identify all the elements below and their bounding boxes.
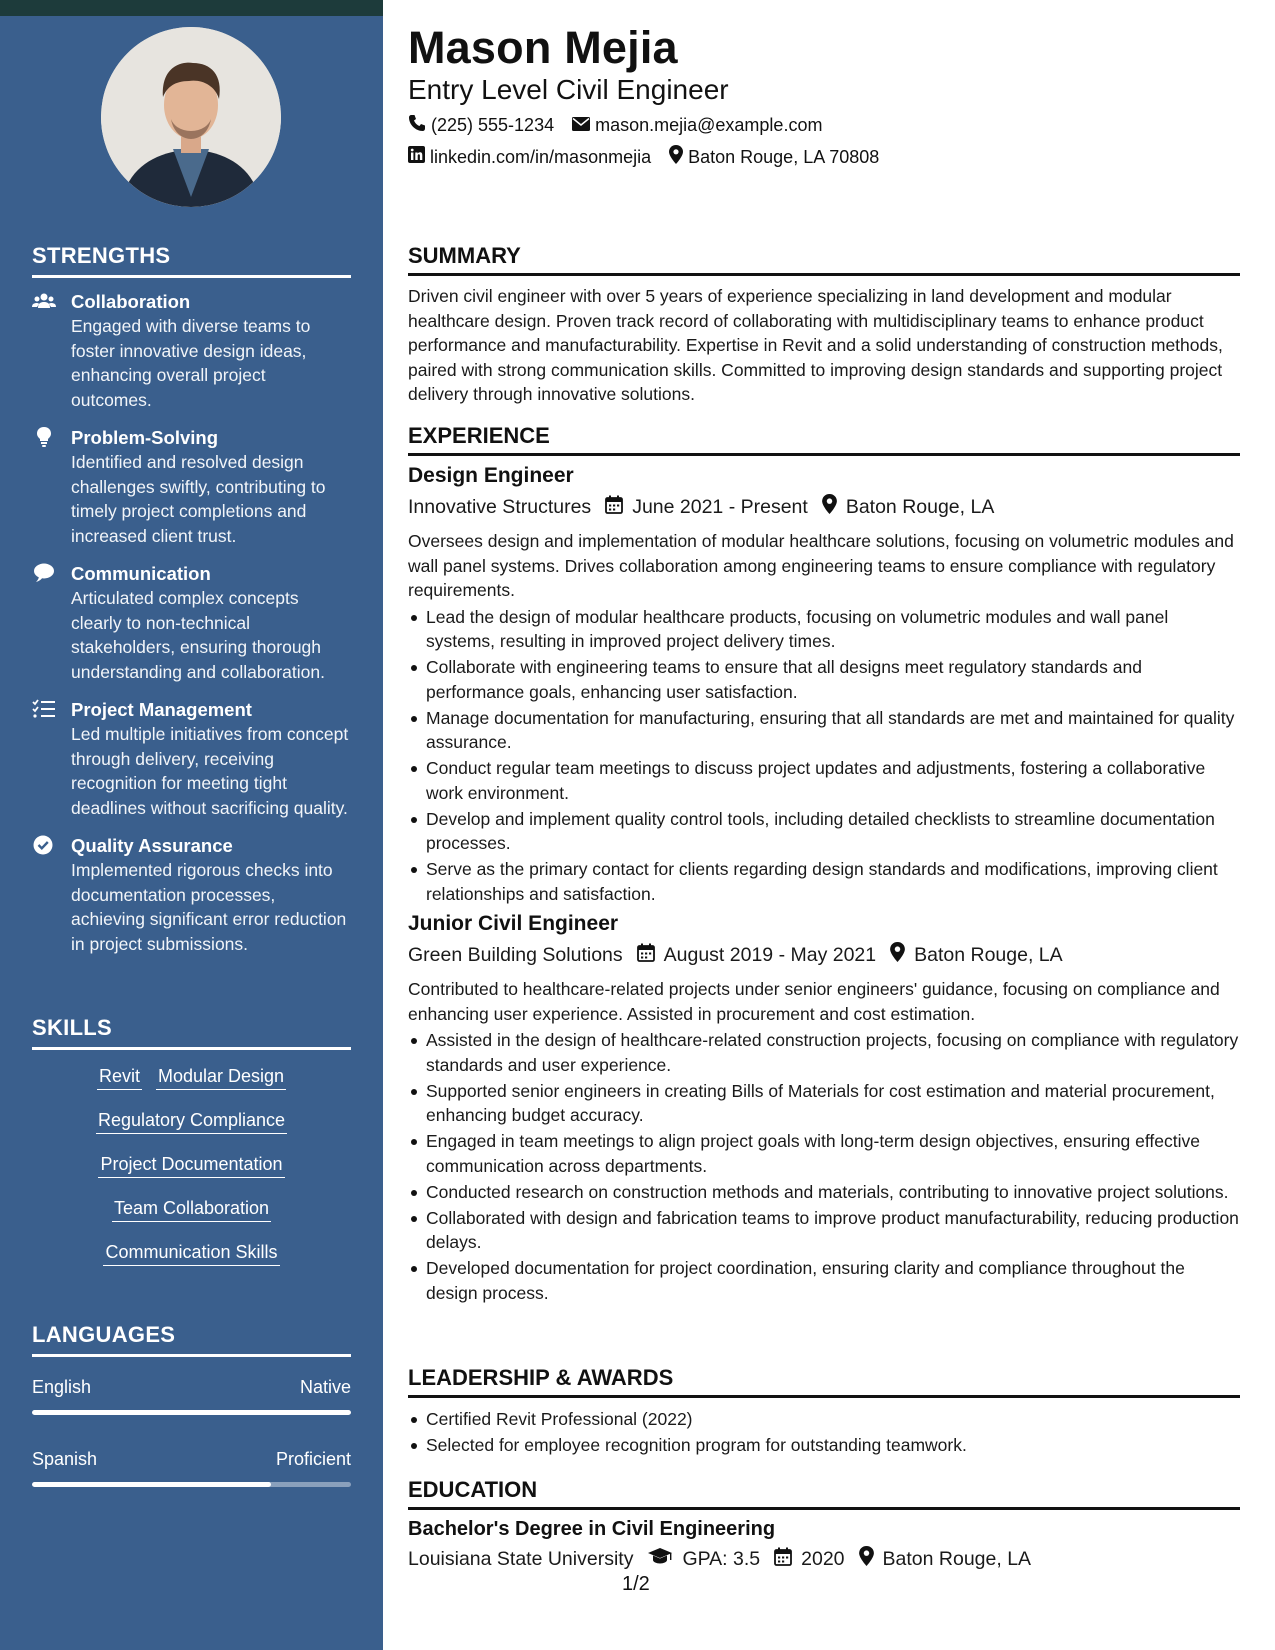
list-item: Certified Revit Professional (2022) [408, 1407, 1240, 1432]
education-year: 2020 [801, 1547, 845, 1570]
strength-title: Collaboration [71, 291, 191, 312]
list-item: Conduct regular team meetings to discuss project updates and adjustments, fostering a collaborative work environment. [408, 756, 1240, 805]
list-item: Develop and implement quality control tools, including detailed checklists to streamline documentation processes. [408, 807, 1240, 856]
education-meta [408, 1546, 1240, 1572]
job-entry [408, 912, 1240, 1305]
languages-section [32, 1322, 351, 1487]
job-bullets [408, 605, 1240, 907]
calendar-icon [774, 1547, 801, 1572]
job-location-wrap [890, 942, 1063, 968]
skills-heading: SKILLS [32, 1015, 351, 1050]
strengths-section [32, 243, 351, 956]
linkedin-contact[interactable] [408, 146, 651, 168]
skill-tag: Revit [97, 1064, 142, 1090]
language-bar-fill [32, 1482, 271, 1487]
strength-description: Engaged with diverse teams to foster innovative design ideas, enhancing overall project outcomes. [71, 316, 311, 410]
strength-item [32, 834, 351, 956]
list-item: Supported senior engineers in creating Bills of Materials for cost estimation and material procurement, enhancing budget accuracy. [408, 1079, 1240, 1128]
check-circle-icon [32, 835, 56, 855]
education-year-wrap [774, 1547, 844, 1572]
strength-item [32, 562, 351, 684]
skill-tag: Project Documentation [98, 1152, 284, 1178]
speech-bubble-icon [32, 563, 56, 583]
awards-section [408, 1365, 1240, 1459]
job-role: Junior Civil Engineer [408, 912, 619, 935]
skills-section [32, 1015, 351, 1284]
job-meta [408, 494, 1240, 520]
education-gpa-wrap [647, 1547, 760, 1571]
job-description: Contributed to healthcare-related projects under senior engineers' guidance, focusing on compliance and enhancing user experience. Assisted in procurement and cost estimation. [408, 979, 1220, 1024]
page-number: 1/2 [622, 1573, 650, 1595]
strength-item [32, 290, 351, 412]
calendar-icon [637, 943, 664, 968]
language-bar [32, 1410, 351, 1415]
phone-text: (225) 555-1234 [431, 115, 555, 135]
list-item: Collaborate with engineering teams to ensure that all designs meet regulatory standards and performance goals, enhancing user satisfaction. [408, 655, 1240, 704]
strength-description: Articulated complex concepts clearly to non-technical stakeholders, ensuring thorough understanding and collaboration. [71, 588, 325, 682]
map-pin-icon [669, 145, 688, 169]
language-name: Spanish [32, 1449, 98, 1469]
list-item: Developed documentation for project coordination, ensuring clarity and compliance throughout the design process. [408, 1256, 1240, 1305]
language-level: Proficient [275, 1449, 351, 1469]
candidate-name: Mason Mejia [408, 22, 678, 73]
summary-section [408, 243, 1240, 407]
job-bullets [408, 1028, 1240, 1305]
language-bar [32, 1482, 351, 1487]
linkedin-text: linkedin.com/in/masonmejia [430, 146, 652, 167]
awards-heading: LEADERSHIP & AWARDS [408, 1365, 1240, 1398]
phone-icon [408, 114, 431, 137]
list-check-icon [32, 699, 56, 719]
contact-line [408, 114, 840, 137]
education-section [408, 1477, 1240, 1581]
job-title: Entry Level Civil Engineer [408, 74, 729, 105]
job-dates-wrap [605, 495, 808, 520]
summary-text: Driven civil engineer with over 5 years of experience specializing in land development and modular healthcare design. Proven track record of collaborating with multidisciplinary teams to enhance product performance and manufacturability. Expertise in Revit and a solid understanding of construction methods, paired with strong communication skills. Committed to improving design standards and supporting project delivery through innovative solutions. [408, 286, 1223, 404]
job-company: Innovative Structures [408, 495, 592, 518]
language-name: English [32, 1377, 92, 1397]
lightbulb-icon [32, 427, 56, 447]
location-contact [669, 145, 879, 169]
skills-list [32, 1064, 351, 1266]
skill-tag: Regulatory Compliance [96, 1108, 287, 1134]
strength-description: Led multiple initiatives from concept through delivery, receiving recognition for meeting tight deadlines without sacrificing quality. [71, 724, 349, 818]
list-item: Assisted in the design of healthcare-related construction projects, focusing on compliance with regulatory standards and user experience. [408, 1028, 1240, 1077]
linkedin-icon [408, 146, 430, 168]
language-level: Native [299, 1377, 351, 1397]
list-item: Selected for employee recognition program for outstanding teamwork. [408, 1433, 1240, 1458]
map-pin-icon [890, 942, 914, 968]
email-text: mason.mejia@example.com [595, 115, 823, 135]
strength-description: Implemented rigorous checks into documentation processes, achieving significant error reduction in project submissions. [71, 860, 347, 954]
sidebar-top-strip [0, 0, 383, 16]
users-icon [32, 291, 56, 311]
location-text: Baton Rouge, LA 70808 [688, 146, 880, 167]
email-contact[interactable] [572, 115, 822, 136]
job-dates: August 2019 - May 2021 [663, 943, 877, 966]
skill-tag: Team Collaboration [112, 1196, 271, 1222]
list-item: Lead the design of modular healthcare products, focusing on volumetric modules and wall panel systems, resulting in improved project delivery times. [408, 605, 1240, 654]
job-entry [408, 464, 1240, 906]
strengths-heading: STRENGTHS [32, 243, 351, 278]
languages-heading: LANGUAGES [32, 1322, 351, 1357]
list-item: Collaborated with design and fabrication teams to improve product manufacturability, reducing production delays. [408, 1206, 1240, 1255]
skill-tag: Communication Skills [103, 1240, 279, 1266]
graduation-cap-icon [647, 1547, 682, 1571]
job-company: Green Building Solutions [408, 943, 623, 966]
list-item: Engaged in team meetings to align project goals with long-term design objectives, ensuring effective communication across departments. [408, 1129, 1240, 1178]
language-bar-fill [32, 1410, 351, 1415]
strength-item [32, 426, 351, 548]
list-item: Manage documentation for manufacturing, ensuring that all standards are met and maintained for quality assurance. [408, 706, 1240, 755]
job-location: Baton Rouge, LA [914, 943, 1063, 966]
job-role: Design Engineer [408, 464, 574, 487]
sidebar [0, 0, 383, 1650]
experience-section [408, 423, 1240, 1307]
envelope-icon [572, 115, 595, 136]
calendar-icon [605, 495, 632, 520]
map-pin-icon [822, 494, 846, 520]
contact-line [408, 145, 897, 169]
language-row [32, 1449, 351, 1470]
job-location: Baton Rouge, LA [845, 495, 995, 518]
job-meta [408, 942, 1240, 968]
strength-description: Identified and resolved design challenges swiftly, contributing to timely project completions and increased client trust. [71, 452, 326, 546]
education-school: Louisiana State University [408, 1547, 634, 1570]
phone-contact [408, 114, 554, 137]
awards-list [408, 1407, 1240, 1458]
map-pin-icon [859, 1546, 883, 1572]
strength-title: Communication [71, 563, 211, 584]
job-dates: June 2021 - Present [632, 495, 808, 518]
job-description: Oversees design and implementation of modular healthcare solutions, focusing on volumetric modules and wall panel systems. Drives collaboration among engineering teams to ensure compliance with regulatory requirements. [408, 531, 1234, 600]
strength-title: Quality Assurance [71, 835, 233, 856]
education-degree: Bachelor's Degree in Civil Engineering [408, 1518, 776, 1540]
education-gpa: GPA: 3.5 [682, 1547, 761, 1570]
education-location-wrap [859, 1546, 1032, 1572]
list-item: Conducted research on construction methods and materials, contributing to innovative project solutions. [408, 1180, 1240, 1205]
language-row [32, 1377, 351, 1398]
strength-item [32, 698, 351, 820]
profile-photo [101, 27, 281, 207]
education-location: Baton Rouge, LA [882, 1547, 1032, 1570]
strength-title: Project Management [71, 699, 252, 720]
strength-title: Problem-Solving [71, 427, 218, 448]
experience-heading: EXPERIENCE [408, 423, 1240, 456]
skill-tag: Modular Design [156, 1064, 286, 1090]
education-heading: EDUCATION [408, 1477, 1240, 1510]
job-dates-wrap [637, 943, 876, 968]
summary-heading: SUMMARY [408, 243, 1240, 276]
job-location-wrap [822, 494, 995, 520]
list-item: Serve as the primary contact for clients regarding design standards and modifications, improving client relationships and satisfaction. [408, 857, 1240, 906]
